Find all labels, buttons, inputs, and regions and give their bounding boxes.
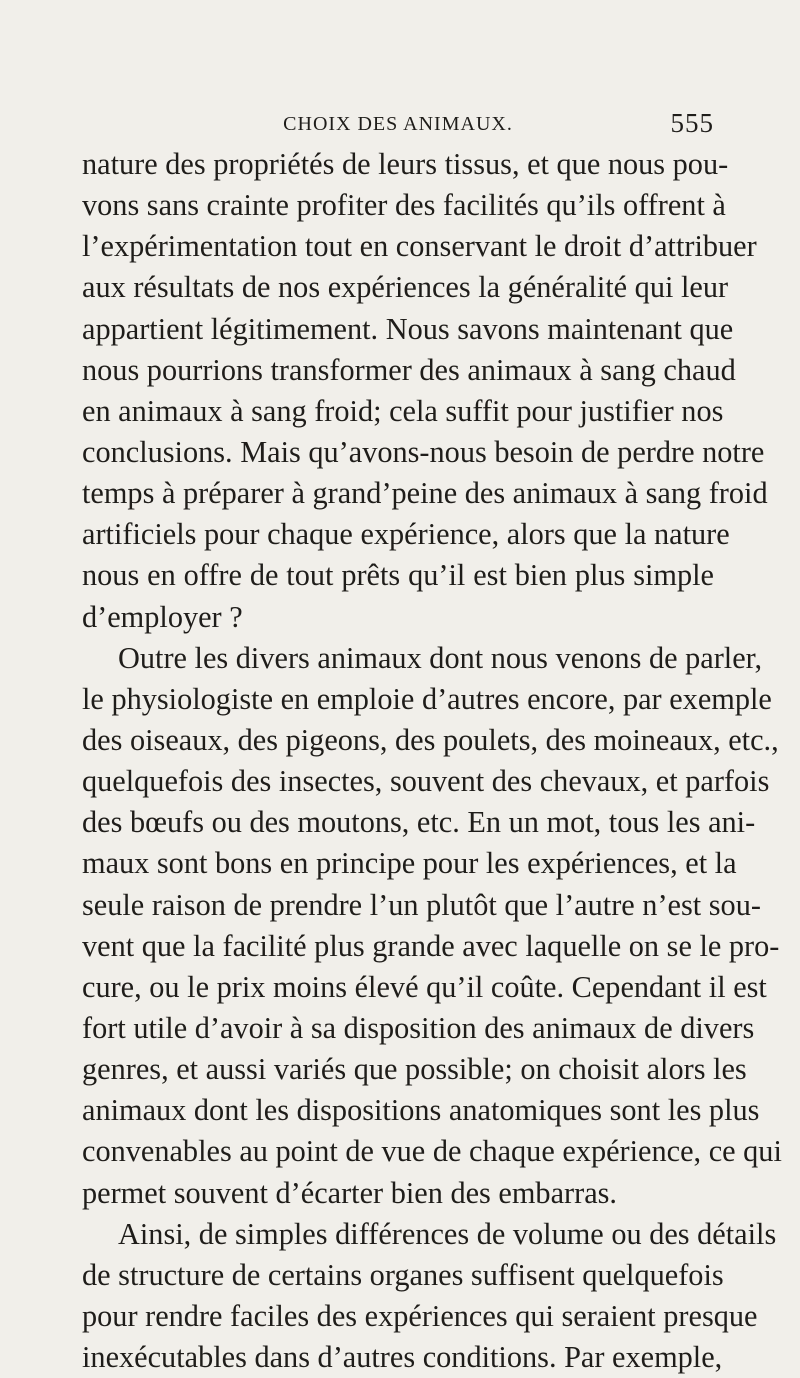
text-line: temps à préparer à grand’peine des animaux à sang froid: [82, 476, 768, 511]
text-line: Outre les divers animaux dont nous venons de parler,: [118, 640, 763, 675]
text-line: d’employer ?: [82, 599, 243, 634]
text-line: artificiels pour chaque expérience, alors que la nature: [82, 517, 730, 552]
text-line: inexécutables dans d’autres conditions. Par exemple,: [82, 1340, 723, 1375]
text-line: de structure de certains organes suffisent quelquefois: [82, 1257, 724, 1292]
text-line: des oiseaux, des pigeons, des poulets, des moineaux, etc.,: [82, 722, 779, 757]
text-line: permet souvent d’écarter bien des embarras.: [82, 1175, 618, 1210]
text-line: nous en offre de tout prêts qu’il est bien plus simple: [82, 558, 714, 593]
text-line: cure, ou le prix moins élevé qu’il coûte. Cependant il est: [82, 969, 767, 1004]
text-line: l’expérimentation tout en conservant le droit d’attribuer: [82, 229, 757, 264]
text-line: vons sans crainte profiter des facilités qu’ils offrent à: [82, 188, 726, 223]
text-line: nous pourrions transformer des animaux à sang chaud: [82, 352, 736, 387]
text-line: pour rendre faciles des expériences qui seraient presque: [82, 1298, 758, 1333]
text-line: en animaux à sang froid; cela suffit pour justifier nos: [82, 393, 724, 428]
text-line: Ainsi, de simples différences de volume ou des détails: [118, 1216, 777, 1251]
text-line: des bœufs ou des moutons, etc. En un mot, tous les ani-: [82, 805, 756, 840]
text-line: aux résultats de nos expériences la généralité qui leur: [82, 270, 729, 305]
text-line: le physiologiste en emploie d’autres encore, par exemple: [82, 681, 772, 716]
page-header: [82, 108, 714, 140]
page-number: 555: [670, 108, 714, 138]
body-text: [82, 144, 782, 1378]
text-line: genres, et aussi variés que possible; on choisit alors les: [82, 1052, 747, 1087]
text-line: convenables au point de vue de chaque expérience, ce qui: [82, 1134, 782, 1169]
text-line: appartient légitimement. Nous savons maintenant que: [82, 311, 734, 346]
text-line: animaux dont les dispositions anatomiques sont les plus: [82, 1093, 760, 1128]
text-line: fort utile d’avoir à sa disposition des animaux de divers: [82, 1010, 755, 1045]
text-line: quelquefois des insectes, souvent des chevaux, et parfois: [82, 764, 770, 799]
text-line: seule raison de prendre l’un plutôt que l’autre n’est sou-: [82, 887, 761, 922]
running-head: CHOIX DES ANIMAUX.: [283, 113, 513, 135]
text-line: conclusions. Mais qu’avons-nous besoin de perdre notre: [82, 434, 765, 469]
text-line: vent que la facilité plus grande avec laquelle on se le pro-: [82, 928, 780, 963]
text-line: nature des propriétés de leurs tissus, et que nous pou-: [82, 147, 729, 181]
text-line: maux sont bons en principe pour les expériences, et la: [82, 846, 737, 881]
